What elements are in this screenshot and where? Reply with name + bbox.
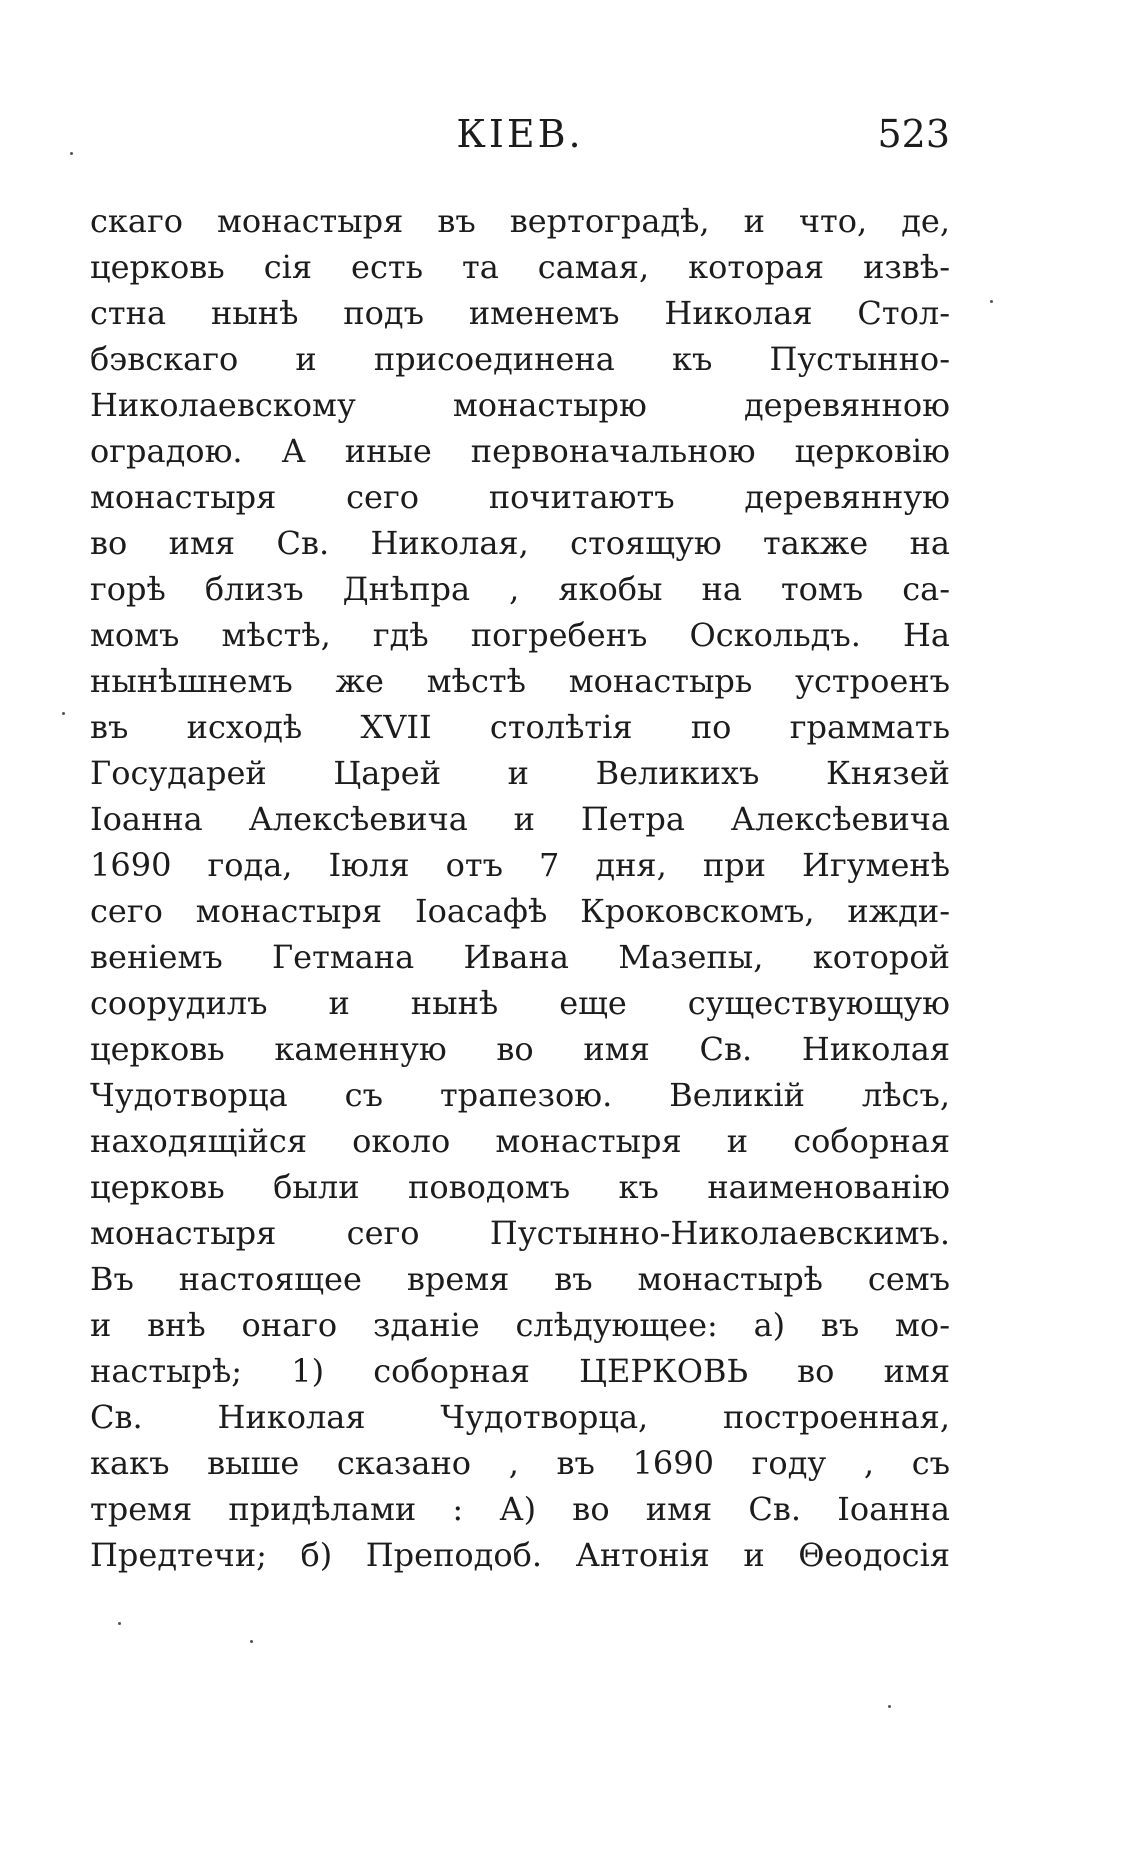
text-line: настырѣ; 1) соборная ЦЕРКОВЬ во имя	[90, 1352, 950, 1390]
text-line: церковь были поводомъ къ наименованію	[90, 1168, 950, 1206]
text-line: соорудилъ и нынѣ еще существующую	[90, 984, 950, 1022]
print-speck	[888, 1705, 891, 1708]
text-line: церковь каменную во имя Св. Николая	[90, 1030, 950, 1068]
text-line: и внѣ онаго зданіе слѣдующее: а) въ мо-	[90, 1306, 950, 1344]
text-line: находящійся около монастыря и соборная	[90, 1122, 950, 1160]
text-line: бэвскаго и присоединена къ Пустынно-	[90, 340, 950, 378]
text-line: стна нынѣ подъ именемъ Николая Стол-	[90, 294, 950, 332]
text-line: Іоанна Алексѣевича и Петра Алексѣевича	[90, 800, 950, 838]
text-line: Николаевскому монастырю деревянною	[90, 386, 950, 424]
text-line: какъ выше сказано , въ 1690 году , съ	[90, 1444, 950, 1482]
running-title: КІЕВ.	[456, 112, 584, 156]
text-line: нынѣшнемъ же мѣстѣ монастырь устроенъ	[90, 662, 950, 700]
text-line: тремя придѣлами : А) во имя Св. Іоанна	[90, 1490, 950, 1528]
text-line: сего монастыря Іоасафѣ Кроковскомъ, ижди-	[90, 892, 950, 930]
text-line: момъ мѣстѣ, гдѣ погребенъ Оскольдъ. На	[90, 616, 950, 654]
body-text	[90, 198, 950, 1578]
print-speck	[62, 712, 65, 715]
text-line: монастыря сего Пустынно-Николаевскимъ.	[90, 1214, 950, 1252]
text-line: церковь сія есть та самая, которая извѣ-	[90, 248, 950, 286]
text-line: во имя Св. Николая, стоящую также на	[90, 524, 950, 562]
text-line: Предтечи; б) Преподоб. Антонія и Θеодосія	[90, 1536, 950, 1574]
text-line: Государей Царей и Великихъ Князей	[90, 754, 950, 792]
page-header	[90, 112, 950, 162]
print-speck	[250, 1640, 253, 1643]
page-number: 523	[877, 112, 950, 156]
text-line: Въ настоящее время въ монастырѣ семъ	[90, 1260, 950, 1298]
text-line: въ исходѣ XVII столѣтія по граммать	[90, 708, 950, 746]
text-line: Чудотворца съ трапезою. Великій лѣсъ,	[90, 1076, 950, 1114]
print-speck	[990, 300, 993, 303]
print-speck	[70, 152, 73, 155]
text-line: скаго монастыря въ вертоградѣ, и что, де,	[90, 202, 950, 240]
print-speck	[118, 1622, 121, 1625]
text-line: веніемъ Гетмана Ивана Мазепы, которой	[90, 938, 950, 976]
text-line: 1690 года, Іюля отъ 7 дня, при Игуменѣ	[90, 846, 950, 884]
text-line: горѣ близъ Днѣпра , якобы на томъ са-	[90, 570, 950, 608]
text-line: оградою. А иные первоначальною церковію	[90, 432, 950, 470]
text-line: монастыря сего почитаютъ деревянную	[90, 478, 950, 516]
text-line: Св. Николая Чудотворца, построенная,	[90, 1398, 950, 1436]
